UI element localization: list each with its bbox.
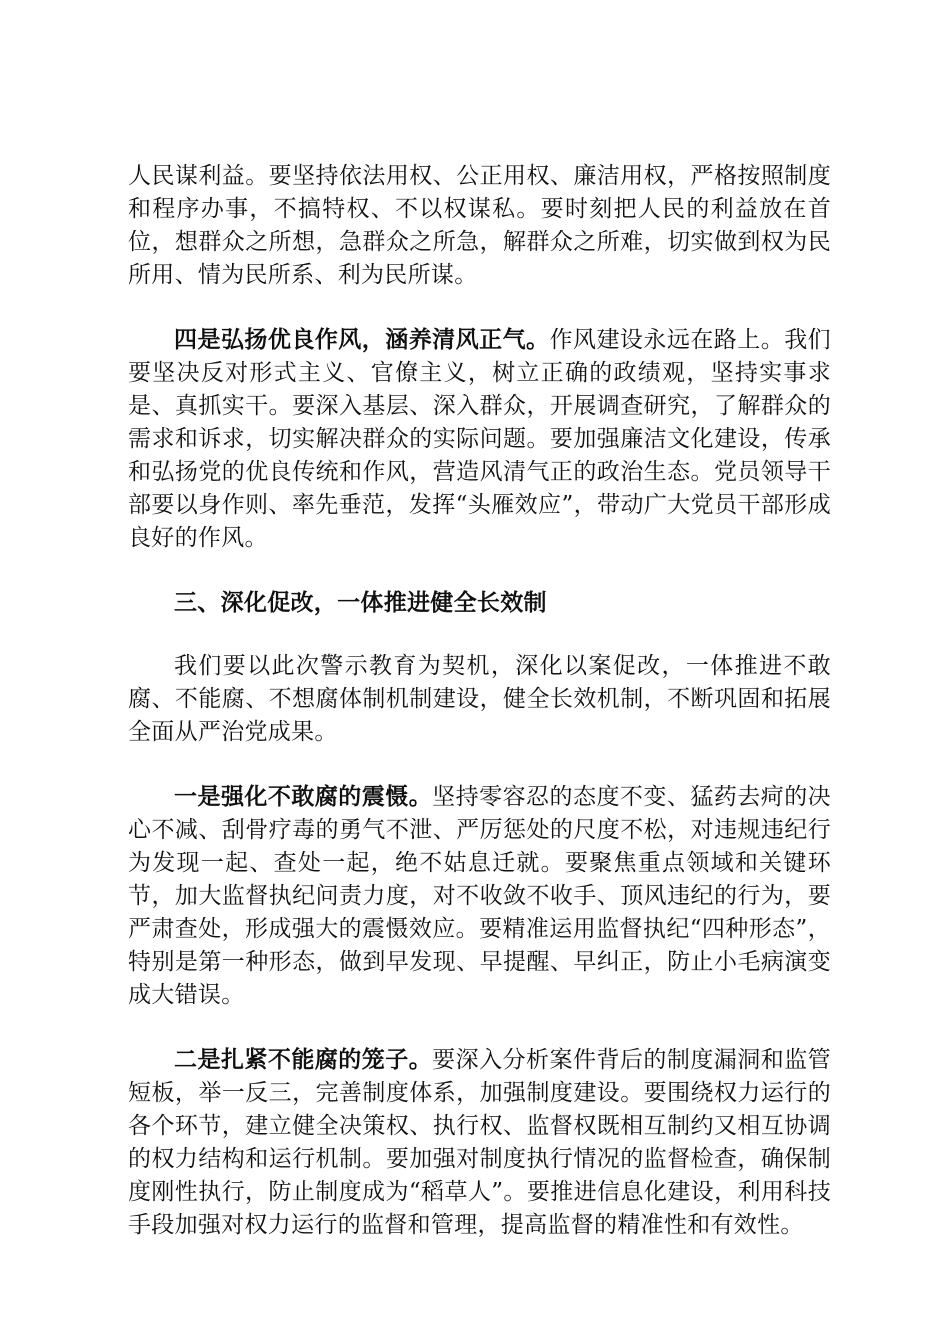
- paragraph-first-point: [128, 780, 831, 1012]
- paragraph-lead: 二是扎紧不能腐的笼子。: [174, 1046, 433, 1073]
- section-heading: 三、深化促改，一体推进健全长效制: [174, 589, 547, 616]
- paragraph-intro: [128, 650, 831, 749]
- paragraph-fourth-point: [128, 323, 831, 555]
- paragraph-text: 我们要以此次警示教育为契机，深化以案促改，一体推进不敢腐、不能腐、不想腐体制机制建设，健全长效机制，不断巩固和拓展全面从严治党成果。: [128, 653, 831, 745]
- document-body: [128, 160, 831, 1273]
- paragraph-continuation: [128, 160, 831, 292]
- paragraph-text: 坚持零容忍的态度不变、猛药去疴的决心不减、刮骨疗毒的勇气不泄、严厉惩处的尺度不松，对违规违纪行为发现一起、查处一起，绝不姑息迁就。要聚焦重点领域和关键环节，加大监督执纪问责力度，对不收敛不收手、顶风违纪的行为，要严肃查处，形成强大的震慑效应。要精准运用监督执纪“四种形态”，特别是第一种形态，做到早发现、早提醒、早纠正，防止小毛病演变成大错误。: [128, 784, 831, 1008]
- paragraph-text: 要深入分析案件背后的制度漏洞和监管短板，举一反三，完善制度体系，加强制度建设。要围绕权力运行的各个环节，建立健全决策权、执行权、监督权既相互制约又相互协调的权力结构和运行机制。要加强对制度执行情况的监督检查，确保制度刚性执行，防止制度成为“稻草人”。要推进信息化建设，利用科技手段加强对权力运行的监督和管理，提高监督的精准性和有效性。: [128, 1047, 831, 1238]
- paragraph-lead: 四是弘扬优良作风，涵养清风正气。: [174, 326, 550, 353]
- paragraph-second-point: [128, 1043, 831, 1242]
- paragraph-text: 作风建设永远在路上。我们要坚决反对形式主义、官僚主义，树立正确的政绩观，坚持实事求是、真抓实干。要深入基层、深入群众，开展调查研究，了解群众的需求和诉求，切实解决群众的实际问题。要加强廉洁文化建设，传承和弘扬党的优良传统和作风，营造风清气正的政治生态。党员领导干部要以身作则、率先垂范，发挥“头雁效应”，带动广大党员干部形成良好的作风。: [128, 327, 831, 551]
- paragraph-text: 人民谋利益。要坚持依法用权、公正用权、廉洁用权，严格按照制度和程序办事，不搞特权、不以权谋私。要时刻把人民的利益放在首位，想群众之所想，急群众之所急，解群众之所难，切实做到权为民所用、情为民所系、利为民所谋。: [128, 163, 831, 288]
- paragraph-lead: 一是强化不敢腐的震慑。: [174, 783, 433, 810]
